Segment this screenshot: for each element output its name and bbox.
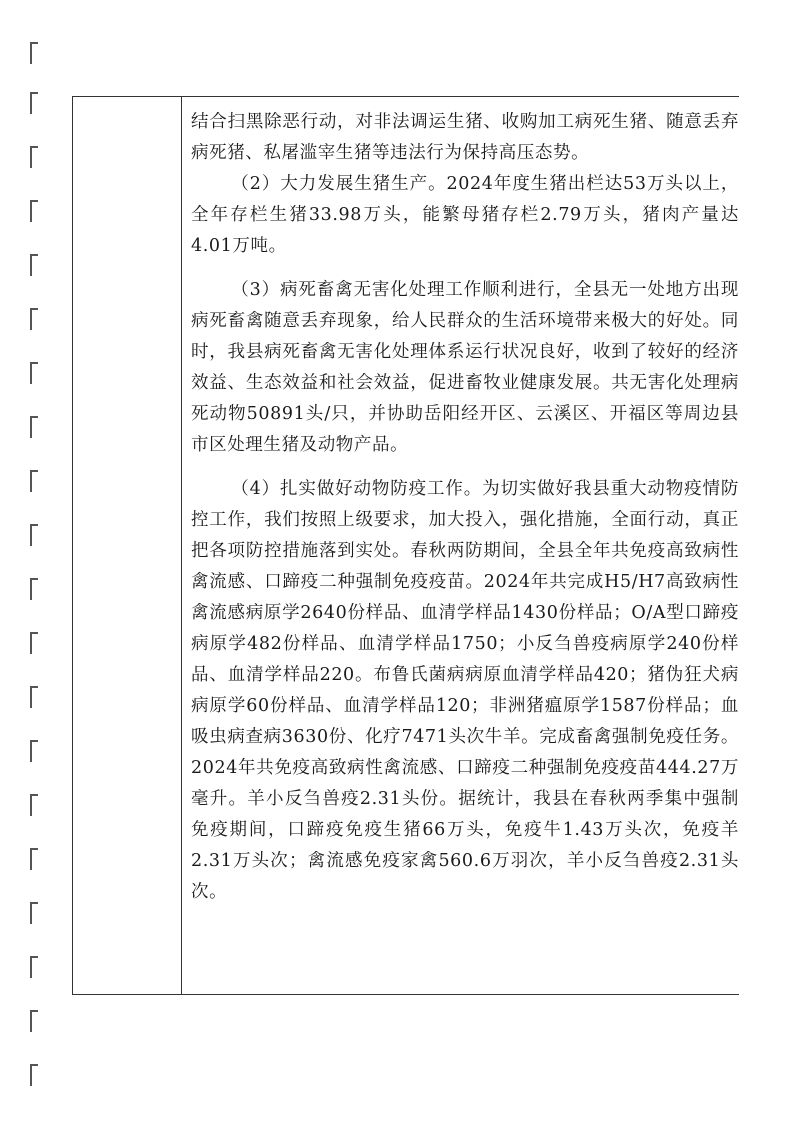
paragraph-pig-production: （2）大力发展生猪生产。2024年度生猪出栏达53万头以上，全年存栏生猪33.98万头，能繁母猪存栏2.79万头，猪肉产量达4.01万吨。 [191, 174, 739, 256]
table-frame [72, 96, 739, 995]
binding-mark [30, 308, 38, 330]
binding-marks [30, 0, 44, 1122]
binding-mark [30, 848, 38, 870]
binding-mark [30, 470, 38, 492]
binding-mark [30, 524, 38, 546]
binding-mark [30, 686, 38, 708]
binding-mark [30, 146, 38, 168]
binding-mark [30, 1010, 38, 1032]
table-content-cell [191, 107, 739, 908]
binding-mark [30, 794, 38, 816]
binding-mark [30, 902, 38, 924]
binding-mark [30, 254, 38, 276]
paragraph-enforcement: 结合扫黑除恶行动，对非法调运生猪、收购加工病死生猪、随意丢弃病死猪、私屠滥宰生猪等违法行为保持高压态势。 [191, 112, 739, 163]
binding-mark [30, 1064, 38, 1086]
binding-mark [30, 578, 38, 600]
paragraph-spacer [191, 461, 739, 474]
paragraph-spacer [191, 262, 739, 275]
binding-mark [30, 200, 38, 222]
binding-mark [30, 740, 38, 762]
binding-mark [30, 632, 38, 654]
binding-mark [30, 362, 38, 384]
paragraph-epidemic-prevention: （4）扎实做好动物防疫工作。为切实做好我县重大动物疫情防控工作，我们按照上级要求，加大投入，强化措施，全面行动，真正把各项防控措施落到实处。春秋两防期间，全县全年共免疫高致病性禽流感、口蹄疫二种强制免疫疫苗。2024年共完成H5/H7高致病性禽流感病原学2640份样品、血清学样品1430份样品；O/A型口蹄疫病原学482份样品、血清学样品1750；小反刍兽疫病原学240份样品、血清学样品220。布鲁氏菌病病原血清学样品420；猪伪狂犬病病原学60份样品、血清学样品120；非洲猪瘟原学1587份样品；血吸虫病查病3630份、化疗7471头次牛羊。完成畜禽强制免疫任务。2024年共免疫高致病性禽流感、口蹄疫二种强制免疫疫苗444.27万毫升。羊小反刍兽疫2.31头份。据统计，我县在春秋两季集中强制免疫期间，口蹄疫免疫生猪66万头，免疫牛1.43万头次，免疫羊2.31万头次；禽流感免疫家禽560.6万羽次，羊小反刍兽疫2.31头次。 [191, 479, 739, 902]
binding-mark [30, 92, 38, 114]
paragraph-harmless-disposal: （3）病死畜禽无害化处理工作顺利进行，全县无一处地方出现病死畜禽随意丢弃现象，给人民群众的生活环境带来极大的好处。同时，我县病死畜禽无害化处理体系运行状况良好，收到了较好的经济效益、生态效益和社会效益，促进畜牧业健康发展。共无害化处理病死动物50891头/只，并协助岳阳经开区、云溪区、开福区等周边县市区处理生猪及动物产品。 [191, 280, 739, 455]
column-divider [181, 97, 182, 994]
binding-mark [30, 42, 38, 64]
binding-mark [30, 956, 38, 978]
binding-mark [30, 416, 38, 438]
